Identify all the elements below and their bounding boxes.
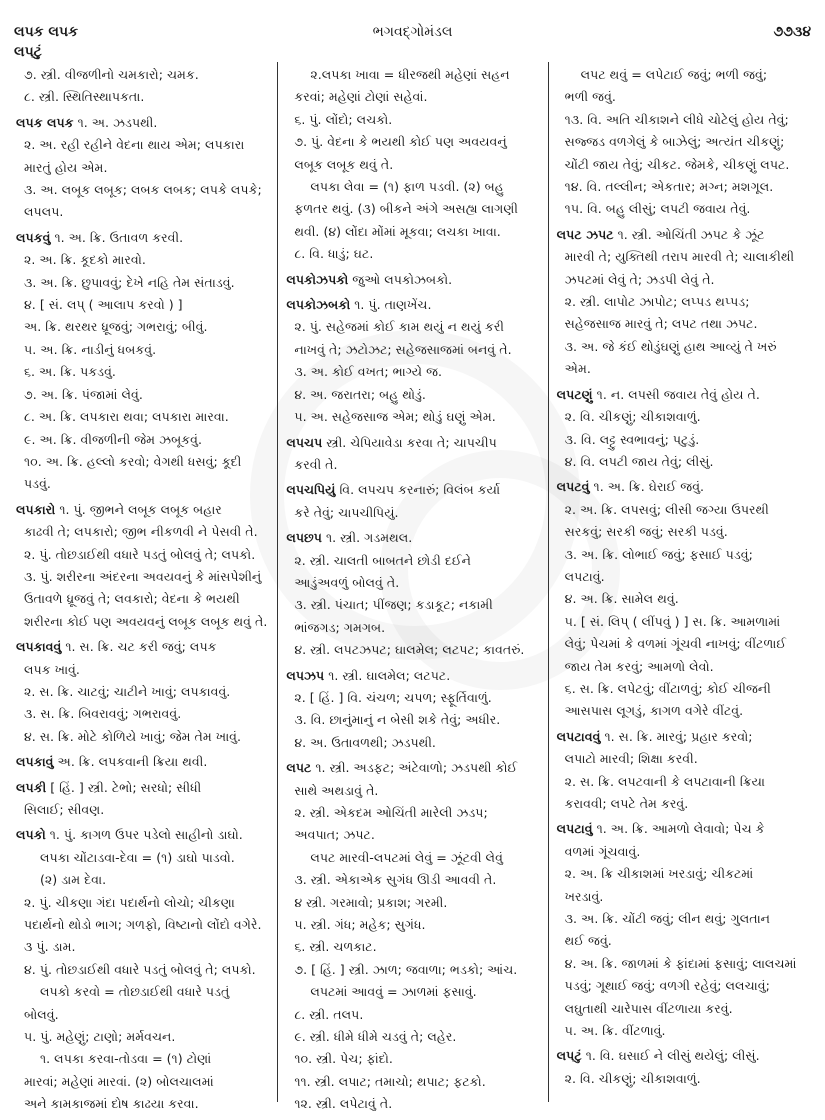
sense-line: ૪. સ્ત્રી. લપટઝપટ; ઘાલમેલ; લટપટ; કાવતરું. bbox=[294, 642, 525, 658]
dictionary-entry-headword-line bbox=[557, 1045, 812, 1067]
sense-line: ૧૦. સ્ત્રી. પેચ; ફાંદો. bbox=[294, 1051, 393, 1067]
guide-word-left: લપક લપક bbox=[14, 24, 78, 40]
idiom-line: લપકા લેવા = (૧) ફાળ પડવી. (૨) બહુ bbox=[310, 179, 504, 195]
sense-line: ૩. પું. શરીરના અંદરના અવયવનું કે માંસપેશીનું bbox=[24, 568, 262, 584]
continuation-line: જાય તેમ કરવું; આમળો લેવો. bbox=[564, 658, 714, 674]
idiom-line: ૧. લપકા કરવા-તોડવા = (૧) ટોણાં bbox=[40, 1051, 212, 1067]
definition-text: ૧. ન. લપસી જવાય તેવું હોય તે. bbox=[592, 386, 760, 402]
continuation-line: અવપાત; ઝપટ. bbox=[294, 827, 375, 843]
sense-line: ૯. અ. ક્રિ. વીજળીની જેમ ઝબૂકવું. bbox=[24, 431, 202, 447]
definition-text: ૧. અ. ક્રિ. આમળો લેવાવો; પેચ કે bbox=[592, 821, 765, 837]
sense-line: ૨. સ. ક્રિ. લપટવાની કે લપટાવાની ક્રિયા bbox=[564, 773, 766, 789]
dictionary-entry-headword-line bbox=[16, 499, 271, 521]
sense-line: ૧૫. વિ. બહુ લીસું; લપટી જવાય તેવું. bbox=[564, 201, 751, 217]
sense-line: ૩. સ્ત્રી. પંચાત; પીંજણ; કડાકૂટ; નકામી bbox=[294, 597, 493, 613]
headword: લપટાવવું bbox=[556, 728, 601, 744]
continuation-line: બોલવું. bbox=[24, 1006, 59, 1022]
idiom-line: લપકા ચોંટાડવા-દેવા = (૧) ડાઘો પાડવો. bbox=[40, 849, 235, 865]
dictionary-entry-headword-line bbox=[286, 432, 541, 454]
continuation-line: પડવું. bbox=[24, 476, 51, 492]
headword: લપકોઝબકો bbox=[286, 297, 351, 313]
sense-line: પદાર્થનો થોડો ભાગ; ગળફો, વિષ્ટાનો લોંદો વગેરે. bbox=[24, 917, 262, 933]
idiom-line: (૨) ડામ દેવા. bbox=[40, 872, 107, 888]
sense-line: ૧૪. વિ. તલ્લીન; એકતાર; મગ્ન; મશગૂલ. bbox=[564, 179, 774, 195]
sense-line: ૫. સ્ત્રી. ગંધ; મહેક; સુગંધ. bbox=[294, 917, 426, 933]
sense-line: ૪. પું. તોછડાઈથી વધારે પડતું બોલવું તે; લપકો. bbox=[24, 961, 256, 977]
continuation-line: સાથે અથડાવું તે. bbox=[294, 782, 379, 798]
definition-text: ૧. સ્ત્રી. ઓચિંતી ઝપટ કે ઝૂંટ bbox=[613, 226, 765, 242]
definition-text: ૧. અ. ક્રિ. ઉતાવળ કરવી. bbox=[50, 229, 184, 245]
sense-line: ૨. સ્ત્રી. એકદમ ઓચિંતી મારેલી ઝડપ; bbox=[294, 805, 488, 820]
headword: લપચપ bbox=[286, 434, 323, 450]
sense-line: ૨. સ. ક્રિ. ચાટવું; ચાટીને ખાવું; લપકાવવું. bbox=[24, 683, 231, 699]
sense-line: ૮. અ. ક્રિ. લપકારા થવા; લપકારા મારવા. bbox=[24, 409, 229, 425]
headword: લપકારો bbox=[16, 501, 56, 517]
sense-line: ૭. પું. વેદના કે ભયથી કોઈ પણ અવયવનું bbox=[294, 134, 507, 150]
page-number: ૭૭૩૪ bbox=[773, 24, 811, 40]
sense-line: ૨. વિ. ચીકણું; ચીકાશવાળું. bbox=[564, 409, 701, 425]
sense-line: ૩. અ. ક્રિ. છુપાવવું; દેખે નહિ તેમ સંતાડવું. bbox=[24, 274, 235, 290]
sense-line: ૨. પું. સહેજમાં કોઈ કામ થયું ન થયું કરી bbox=[294, 319, 504, 335]
idiom-line: ૨.લપકા ખાવા = ધીરજથી મહેણાં સહન bbox=[310, 67, 510, 82]
definition-text: ૧. પું. જીભને લબૂક લબૂક બહાર bbox=[55, 501, 222, 517]
continuation-line: ખરડાવું. bbox=[564, 888, 604, 904]
continuation-line: વળમાં ગૂંચવાવું. bbox=[564, 843, 641, 859]
page-header bbox=[14, 24, 811, 44]
sense-line: ૫. અ. ક્રિ. વીંટળાવું. bbox=[564, 1023, 666, 1039]
dictionary-entry-headword-line bbox=[557, 818, 812, 840]
sense-line: ૪. [ સં. લપ્ ( આલાપ કરવો ) ] bbox=[24, 297, 183, 313]
headword: લપટાવું bbox=[556, 821, 593, 837]
continuation-line: મારવાં; મહેણાં મારવાં. (૨) બોલચાલમાં bbox=[24, 1073, 214, 1089]
definition-text: ૧. અ. ક્રિ. ઘેરાઈ જવું. bbox=[589, 479, 705, 495]
dictionary-entry-headword-line bbox=[16, 112, 271, 134]
continuation-line: નાખવું તે; ઝટોઝટ; સહેજસાજમાં બનવું તે. bbox=[294, 341, 512, 357]
continuation-line: એમ. bbox=[564, 361, 591, 377]
sense-line: ૨. [ હિં. ] વિ. ચંચળ; ચપળ; સ્ફૂર્તિવાળું. bbox=[294, 689, 492, 705]
continuation-line: પડવું; ગૂથાઈ જવું; વળગી રહેવું; લલચાવું; bbox=[564, 978, 770, 994]
headword: લપઝપ bbox=[286, 667, 325, 683]
sense-line: ૬. સ. ક્રિ. લપેટવું; વીંટાળવું; કોઈ ચીજની bbox=[564, 680, 771, 696]
sense-line: ૩. વિ. લટ્ટુ સ્વભાવનું; પટુડું. bbox=[564, 431, 700, 447]
continuation-line: શરીરના કોઈ પણ અવયવનું લબૂક લબૂક થવું તે. bbox=[24, 613, 268, 629]
continuation-line: મારતું હોય એમ. bbox=[24, 159, 108, 175]
sense-line: ૬. અ. ક્રિ. પકડવું. bbox=[24, 364, 116, 380]
dictionary-entry-headword-line bbox=[16, 751, 271, 773]
sense-line: ૨. સ્ત્રી. લાપોટ ઝાપોટ; લપ્પડ થપ્પડ; bbox=[564, 294, 750, 310]
definition-text: ૧. અ. ઝડપથી. bbox=[73, 114, 158, 130]
continuation-line: કરવાં; મહેણાં ટોણાં સહેવાં. bbox=[294, 89, 428, 105]
sense-line: ૨. અ. ક્રિ. કૂદકો મારવો. bbox=[24, 252, 146, 268]
continuation-line: ફળતર થવું. (૩) બીકને અંગે અસહ્ય લાગણી bbox=[294, 201, 518, 217]
continuation-line: લઘુતાથી ચારેપાસ વીંટળાયા કરવું. bbox=[564, 1000, 733, 1016]
sense-line: ૧૦. અ. ક્રિ. હલ્લો કરવો; વેગથી ધસવું; કૂદી bbox=[24, 453, 242, 469]
sense-line: ૩. અ. જે કંઈ થોડુંઘણું હાથ આવ્યું તે ખરું bbox=[564, 338, 777, 354]
headword: લપકી bbox=[16, 779, 47, 795]
sense-line: ૩. સ્ત્રી. એકાએક સુગંધ ઊડી આવવી તે. bbox=[294, 872, 497, 888]
dictionary-entry-headword-line bbox=[286, 479, 541, 501]
headword: લપકવું bbox=[16, 229, 51, 245]
definition-text: ૧. સ્ત્રી. ઘાલમેલ; લટપટ. bbox=[324, 667, 451, 683]
headword: લપચપિયું bbox=[286, 482, 336, 498]
sense-line: ૨. અ. રહી રહીને વેદના થાય એમ; લપકારા bbox=[24, 137, 245, 153]
sense-line: ૩. અ. ક્રિ. ચોંટી જવું; લીન થવું; ગુલતાન bbox=[564, 911, 771, 927]
sense-line: ૪. સ. ક્રિ. મોટે કોળિયે ખાવું; જેમ તેમ ખાવું. bbox=[24, 728, 242, 744]
headword: લપકોઝપકો bbox=[286, 271, 349, 287]
definition-text: જુઓ લપકોઝબકો. bbox=[348, 271, 453, 287]
definition-text: વિ. લપચપ કરનારું; વિલંબ કર્યા bbox=[335, 482, 501, 498]
continuation-line: લબૂક લબૂક થવું તે. bbox=[294, 156, 394, 172]
dictionary-entry-headword-line bbox=[286, 527, 541, 549]
sense-line: ૮. સ્ત્રી. સ્થિતિસ્થાપકતા. bbox=[24, 89, 145, 105]
sense-line: ૬. સ્ત્રી. ચળકાટ. bbox=[294, 939, 377, 955]
sense-line: ૨. પું. ચીકણા ગંદા પદાર્થનો લોચો; ચીકણા bbox=[24, 894, 235, 910]
continuation-line: કાઢવી તે; લપકારો; જીભ નીકળવી ને પેસવી તે. bbox=[24, 524, 258, 540]
headword: લપકાવવું bbox=[16, 639, 62, 655]
continued-headword: લપટું bbox=[14, 44, 42, 60]
headword: લપટવું bbox=[556, 479, 590, 495]
sense-line: ૪. વિ. લપટી જાય તેવું; લીસું. bbox=[564, 453, 714, 469]
column-1 bbox=[8, 62, 277, 1112]
sense-line: ૩. અ. કોઈ વખત; ભાગ્યે જ. bbox=[294, 364, 443, 380]
definition-text: ૧. સ. ક્રિ. મારવું; પ્રહાર કરવો; bbox=[600, 728, 753, 744]
continuation-line: લેવું; પેચમાં કે વળમાં ગૂંચવી નાખવું; વીંટળાઈ bbox=[564, 636, 787, 652]
continuation-line: અને કામકાજમાં દોષ કાઢયા કરવા. bbox=[24, 1096, 199, 1112]
definition-text: ૧. પું. તાણખેંચ. bbox=[350, 297, 432, 313]
sense-line: ૨. અ. ક્રિ. લપસવું; લીસી જગ્યા ઉપરથી bbox=[564, 501, 769, 517]
definition-text: ૧. વિ. ઘસાઈ ને લીસું થયેલું; લીસું. bbox=[581, 1048, 760, 1064]
dictionary-entry-headword-line bbox=[557, 224, 812, 246]
continuation-line: ભળી જવું. bbox=[564, 89, 616, 105]
continuation-line: લપલપ. bbox=[24, 204, 64, 220]
sense-line: ૨. પું. તોછડાઈથી વધારે પડતું બોલવું તે; લપકો. bbox=[24, 546, 256, 562]
continuation-line: ચોંટી જાય તેવું; ચીકટ. જેમકે, ચીકણું લપટ. bbox=[564, 156, 790, 172]
column-3 bbox=[548, 62, 818, 1102]
sense-line: ૩. વિ. છાનુંમાનું ન બેસી શકે તેવું; અધીર. bbox=[294, 712, 501, 728]
definition-text: [ હિં. ] સ્ત્રી. ટેભો; સરધો; સીધી bbox=[46, 779, 202, 795]
continuation-line: લપાટો મારવી; શિક્ષા કરવી. bbox=[564, 751, 698, 767]
definition-text: ૧. સ્ત્રી. ગડમથલ. bbox=[321, 530, 413, 546]
idiom-line: લપકો કરવો = તોછડાઈથી વધારે પડતું bbox=[40, 984, 230, 1000]
idiom-line: લપટ થવું = લપેટાઈ જવું; ભળી જવું; bbox=[580, 67, 768, 82]
sense-line: ૬. પું. લોંદો; લચકો. bbox=[294, 111, 393, 127]
headword: લપકાવું bbox=[16, 754, 54, 770]
sense-line: ૫. પું. મહેણું; ટાણો; મર્મવચન. bbox=[24, 1029, 176, 1045]
dictionary-entry-headword-line bbox=[557, 726, 812, 748]
continuation-line: ઝપટમાં લેવું તે; ઝડપી લેવું તે. bbox=[564, 271, 715, 287]
continuation-line: સહેજસાજ મારવું તે; લપટ તથા ઝપટ. bbox=[564, 316, 758, 332]
sense-line: ૯. સ્ત્રી. ધીમે ધીમે ચડવું તે; લહેર. bbox=[294, 1029, 457, 1045]
sense-line: ૪ સ્ત્રી. ગરમાવો; પ્રકાશ; ગરમી. bbox=[294, 894, 448, 910]
continuation-line: મારવી તે; યુક્તિથી તરાપ મારવી તે; ચાલાકીથી bbox=[564, 249, 795, 265]
continuation-line: થવી. (૪) લોંદા મોંમાં મૂકવા; લચકા ખાવા. bbox=[294, 223, 501, 239]
dictionary-entry-headword-line bbox=[286, 757, 541, 779]
continuation-line: ભાંજગડ; ગમગબ. bbox=[294, 619, 386, 635]
sense-line: ૮. સ્ત્રી. તલપ. bbox=[294, 1006, 364, 1022]
headword: લપટ ઝપટ bbox=[556, 226, 614, 242]
continuation-line: કરાવવી; લપટે તેમ કરવું. bbox=[564, 796, 689, 811]
continuation-line: આસપાસ લૂગડું, કાગળ વગેરે વીંટવું. bbox=[564, 703, 744, 719]
sense-line: ૫. અ. સહેજસાજ એમ; થોડું ઘણું એમ. bbox=[294, 409, 496, 425]
sense-line: ૩ પું. ડામ. bbox=[24, 939, 76, 955]
continuation-line: કરવી તે. bbox=[294, 456, 338, 472]
dictionary-title: ભગવદ્ગોમંડલ bbox=[372, 24, 453, 40]
continuation-line: સજ્જડ વળગેલું કે બાઝેલું; અત્યંત ચીકણું; bbox=[564, 134, 785, 150]
dictionary-entry-headword-line bbox=[286, 269, 541, 291]
sense-line: ૭. સ્ત્રી. વીજળીનો ચમકારો; ચમક. bbox=[24, 67, 199, 82]
headword: લપછપ bbox=[286, 530, 322, 546]
sense-line: ૩. સ. ક્રિ. બિવરાવવું; ગભરાવવું. bbox=[24, 706, 182, 722]
dictionary-entry-headword-line bbox=[16, 227, 271, 249]
sense-line: ૫. અ. ક્રિ. નાડીનું ધબકવું. bbox=[24, 341, 157, 357]
sense-line: ૪. અ. ક્રિ. જાળમાં કે ફાંદામાં ફસાવું; લાલચમાં bbox=[564, 955, 797, 971]
sense-line: ૨. અ. ક્રિ ચીકાશમાં ખરડાવું; ચીકટમાં bbox=[564, 866, 754, 882]
sense-line: ૨. વિ. ચીકણું; ચીકાશવાળું. bbox=[564, 1070, 701, 1086]
idiom-line: લપટ મારવી-લપટમાં લેવું = ઝૂંટવી લેવું bbox=[310, 849, 503, 865]
sense-line: ૫. [ સં. લિપ્ ( લીંપવું ) ] સ. ક્રિ. આમળામાં bbox=[564, 613, 781, 629]
sense-line: ૮. વિ. ધાડું; ઘટ. bbox=[294, 246, 374, 262]
continuation-line: લપક ખાવું. bbox=[24, 661, 80, 677]
sense-line: ૩. અ. લબૂક લબૂક; લબક લબક; લપકે લપકે; bbox=[24, 182, 262, 198]
definition-text: ૧. પું. કાગળ ઉપર પડેલો સાહીનો ડાઘો. bbox=[45, 827, 243, 843]
sense-line: અ. ક્રિ. થરથર ધ્રૂજવું; ગભરાવું; બીવું. bbox=[24, 319, 208, 335]
sense-line: ૪. અ. ઉતાવળથી; ઝડપથી. bbox=[294, 734, 436, 750]
sense-line: ૧૧. સ્ત્રી. લપાટ; તમાચો; થપાટ; ફટકો. bbox=[294, 1073, 486, 1089]
sense-line: ૪. અ. જરાતરા; બહુ થોડું. bbox=[294, 386, 426, 402]
continuation-line: થઈ જવું. bbox=[564, 933, 612, 949]
headword: લપકો bbox=[16, 827, 46, 843]
headword: લપટણું bbox=[556, 386, 593, 402]
sense-line: ૧૩. વિ. અતિ ચીકાશને લીધે ચોટેલું હોય તેવું; bbox=[564, 111, 789, 127]
headword: લપક લપક bbox=[16, 114, 74, 130]
column-2 bbox=[277, 62, 547, 1112]
dictionary-entry-headword-line bbox=[16, 636, 271, 658]
definition-text: ૧. સ. ક્રિ. ચટ કરી જવું; લપક bbox=[61, 639, 217, 655]
definition-text: ૧. સ્ત્રી. અડફટ; અંટેવાળો; ઝડપથી કોઈ bbox=[311, 760, 518, 776]
definition-text: સ્ત્રી. ચેપિયાવેડા કરવા તે; ચાપચીપ bbox=[322, 434, 497, 450]
sense-line: ૨. સ્ત્રી. ચાલતી બાબતને છોડી દઈને bbox=[294, 552, 471, 568]
continuation-line: ઉતાવળે ધ્રૂજવું તે; લવકારો; વેદના કે ભયથી bbox=[24, 591, 240, 607]
continuation-line: આડુંઅવળું બોલવું તે. bbox=[294, 574, 400, 590]
idiom-line: લપટમાં આવવું = ઝાળમાં ફસાવું. bbox=[310, 984, 477, 1000]
sense-line: ૩. અ. ક્રિ. લોભાઈ જવું; ફસાઈ પડવું; bbox=[564, 546, 753, 562]
headword: લપટ bbox=[286, 760, 312, 776]
dictionary-entry-headword-line bbox=[16, 824, 271, 846]
sense-line: ૭. અ. ક્રિ. પંજામાં લેવું. bbox=[24, 386, 143, 402]
continuation-line: લપટાવું. bbox=[564, 568, 605, 584]
sense-line: ૪. અ. ક્રિ. સામેલ થવું. bbox=[564, 591, 679, 607]
definition-text: અ. ક્રિ. લપકવાની ક્રિયા થવી. bbox=[53, 754, 208, 770]
dictionary-entry-headword-line bbox=[286, 665, 541, 687]
continuation-line: સરકવું; સરકી જવું; સરકી પડવું. bbox=[564, 524, 728, 540]
dictionary-entry-headword-line bbox=[16, 777, 271, 799]
continuation-line: સિલાઈ; સીવણ. bbox=[24, 802, 105, 817]
sense-line: ૭. [ હિં. ] સ્ત્રી. ઝાળ; જવાળા; ભડકો; આંચ. bbox=[294, 961, 518, 977]
headword: લપટું bbox=[556, 1048, 582, 1064]
continuation-line: કરે તેવું; ચાપચીપિયું. bbox=[294, 504, 399, 520]
dictionary-columns bbox=[8, 62, 818, 1112]
dictionary-entry-headword-line bbox=[557, 384, 812, 406]
dictionary-entry-headword-line bbox=[286, 294, 541, 316]
sense-line: ૧૨. સ્ત્રી. લપેટાવું તે. bbox=[294, 1096, 393, 1112]
dictionary-entry-headword-line bbox=[557, 476, 812, 498]
